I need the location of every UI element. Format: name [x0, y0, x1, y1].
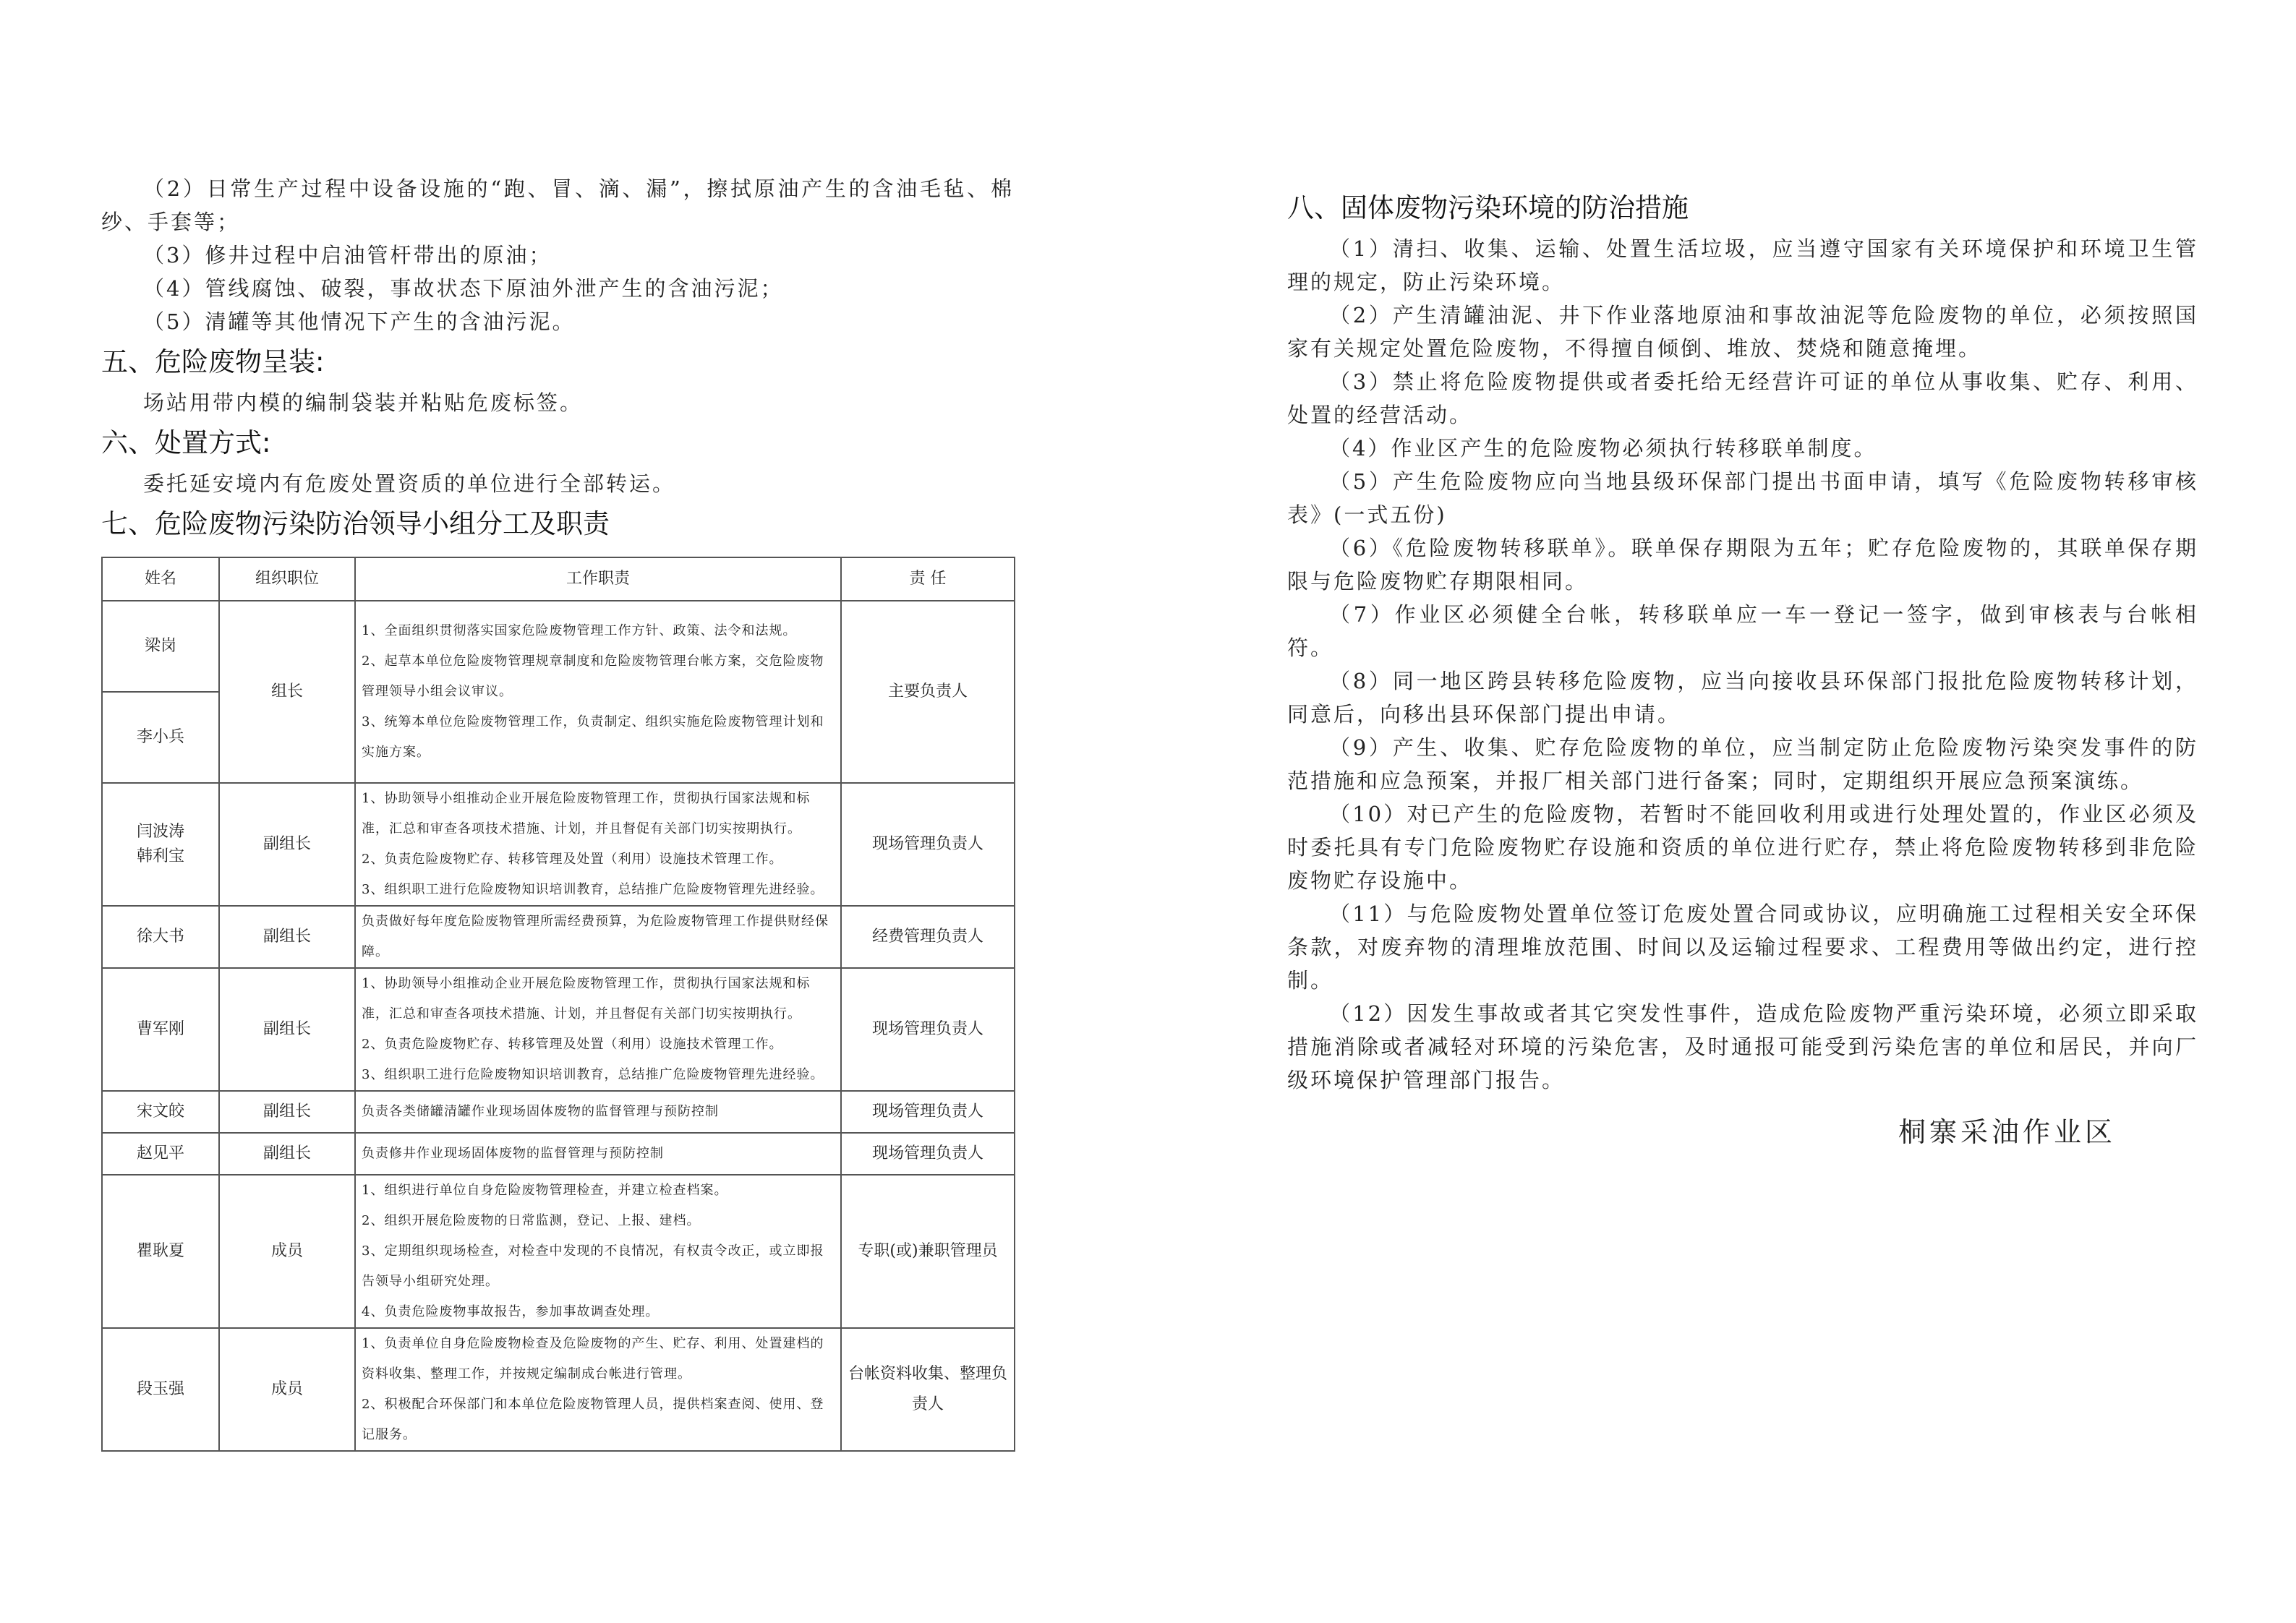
duty-line: 1、组织进行单位自身危险废物管理检查，并建立检查档案。 [362, 1183, 728, 1198]
measure-item: （6）《危险废物转移联单》。联单保存期限为五年；贮存危险废物的，其联单保存期限与危险废物贮存期限相同。 [1287, 536, 2198, 594]
name-cell: 宋文皎 [102, 1091, 219, 1133]
duty-line: 负责做好每年度危险废物管理所需经费预算，为危险废物管理工作提供财经保障。 [362, 914, 829, 959]
duty-line: 3、定期组织现场检查，对检查中发现的不良情况，有权责令改正，或立即报告领导小组研究处理。 [362, 1243, 824, 1289]
table-row [102, 783, 1015, 906]
header-position: 组织职位 [219, 557, 355, 601]
responsibility-cell: 现场管理负责人 [841, 1133, 1015, 1175]
duty-line: 负责修井作业现场固体废物的监督管理与预防控制 [362, 1146, 664, 1161]
name-cell: 李小兵 [102, 692, 219, 783]
responsibility-cell: 现场管理负责人 [841, 968, 1015, 1091]
duties-cell [355, 906, 841, 968]
duty-line: 2、负责危险废物贮存、转移管理及处置（利用）设施技术管理工作。 [362, 852, 783, 867]
position-cell: 成员 [219, 1328, 355, 1451]
position-cell: 副组长 [219, 1091, 355, 1133]
intro-item: （4）管线腐蚀、破裂，事故状态下原油外泄产生的含油污泥； [143, 276, 784, 301]
header-responsibility: 责 任 [841, 557, 1015, 601]
duty-line: 1、全面组织贯彻落实国家危险废物管理工作方针、政策、法令和法规。 [362, 623, 797, 638]
measure-item: （9）产生、收集、贮存危险废物的单位，应当制定防止危险废物污染突发事件的防范措施和应急预案，并报厂相关部门进行备案；同时，定期组织开展应急预案演练。 [1287, 735, 2198, 793]
table-row [102, 1133, 1015, 1175]
responsibility-cell: 经费管理负责人 [841, 906, 1015, 968]
name-cell: 梁岗 [102, 601, 219, 692]
measure-item: （5）产生危险废物应向当地县级环保部门提出书面申请，填写《危险废物转移审核表》(一式五份) [1287, 469, 2198, 527]
intro-item: （2）日常生产过程中设备设施的“跑、冒、滴、漏”，擦拭原油产生的含油毛毡、棉纱、手套等； [101, 176, 1014, 234]
duty-line: 3、组织职工进行危险废物知识培训教育，总结推广危险废物管理先进经验。 [362, 882, 824, 897]
duty-line: 4、负责危险废物事故报告，参加事故调查处理。 [362, 1304, 660, 1319]
responsibility-cell: 主要负责人 [841, 601, 1015, 783]
duty-line: 3、统筹本单位危险废物管理工作，负责制定、组织实施危险废物管理计划和实施方案。 [362, 714, 824, 760]
position-cell: 副组长 [219, 968, 355, 1091]
duty-line: 2、组织开展危险废物的日常监测，登记、上报、建档。 [362, 1213, 701, 1228]
name-cell: 曹军刚 [102, 968, 219, 1091]
signature: 桐寨采油作业区 [1898, 1116, 2117, 1148]
measure-item: （12）因发生事故或者其它突发性事件，造成危险废物严重污染环境，必须立即采取措施消除或者减轻对环境的污染危害，及时通报可能受到污染危害的单位和居民，并向厂级环境保护管理部门报告。 [1287, 1001, 2198, 1092]
table-row [102, 968, 1015, 1091]
measure-item: （7）作业区必须健全台帐，转移联单应一车一登记一签字，做到审核表与台帐相符。 [1287, 602, 2198, 660]
right-column [1287, 184, 2198, 1097]
duty-line: 2、积极配合环保部门和本单位危险废物管理人员，提供档案查阅、使用、登记服务。 [362, 1397, 824, 1442]
name-cell: 赵见平 [102, 1133, 219, 1175]
responsibility-cell: 现场管理负责人 [841, 783, 1015, 906]
left-column [101, 172, 1014, 1452]
measure-item: （1）清扫、收集、运输、处置生活垃圾，应当遵守国家有关环境保护和环境卫生管理的规定，防止污染环境。 [1287, 236, 2198, 294]
name-cell [102, 783, 219, 906]
table-header-row [102, 557, 1015, 601]
position-cell: 成员 [219, 1175, 355, 1328]
section5-title: 五、危险废物呈装: [101, 346, 325, 377]
duties-cell [355, 968, 841, 1091]
table-row [102, 1091, 1015, 1133]
section5-text: 场站用带内模的编制袋装并粘贴危废标签。 [143, 390, 584, 415]
measure-item: （3）禁止将危险废物提供或者委托给无经营许可证的单位从事收集、贮存、利用、处置的经营活动。 [1287, 369, 2198, 427]
duties-cell [355, 1133, 841, 1175]
duties-cell [355, 783, 841, 906]
section8-title: 八、固体废物污染环境的防治措施 [1287, 192, 1689, 223]
header-duties: 工作职责 [355, 557, 841, 601]
duties-cell [355, 1328, 841, 1451]
duties-cell [355, 1175, 841, 1328]
table-row [102, 1175, 1015, 1328]
table-row [102, 906, 1015, 968]
intro-item: （3）修井过程中启油管杆带出的原油； [143, 243, 552, 267]
name-cell: 徐大书 [102, 906, 219, 968]
responsibility-cell: 专职(或)兼职管理员 [841, 1175, 1015, 1328]
responsibility-cell: 现场管理负责人 [841, 1091, 1015, 1133]
duties-cell [355, 601, 841, 783]
measure-item: （11）与危险废物处置单位签订危废处置合同或协议，应明确施工过程相关安全环保条款，对废弃物的清理堆放范围、时间以及运输过程要求、工程费用等做出约定，进行控制。 [1287, 902, 2198, 993]
name-cell: 段玉强 [102, 1328, 219, 1451]
duty-line: 3、组织职工进行危险废物知识培训教育，总结推广危险废物管理先进经验。 [362, 1067, 824, 1082]
table-row [102, 1328, 1015, 1451]
intro-item: （5）清罐等其他情况下产生的含油污泥。 [143, 309, 576, 334]
duty-line: 2、负责危险废物贮存、转移管理及处置（利用）设施技术管理工作。 [362, 1037, 783, 1052]
name: 闫波涛 [136, 823, 184, 841]
measure-item: （2）产生清罐油泥、井下作业落地原油和事故油泥等危险废物的单位，必须按照国家有关规定处置危险废物，不得擅自倾倒、堆放、焚烧和随意掩埋。 [1287, 303, 2198, 361]
measure-item: （8）同一地区跨县转移危险废物，应当向接收县环保部门报批危险废物转移计划，同意后，向移出县环保部门提出申请。 [1287, 669, 2198, 727]
position-cell: 副组长 [219, 906, 355, 968]
position-cell: 副组长 [219, 783, 355, 906]
measure-item: （4）作业区产生的危险废物必须执行转移联单制度。 [1329, 436, 1877, 461]
measure-item: （10）对已产生的危险废物，若暂时不能回收利用或进行处理处置的，作业区必须及时委托具有专门危险废物贮存设施和资质的单位进行贮存，禁止将危险废物转移到非危险废物贮存设施中。 [1287, 802, 2198, 893]
name-cell: 瞿耿夏 [102, 1175, 219, 1328]
header-name: 姓名 [102, 557, 219, 601]
duty-line: 1、协助领导小组推动企业开展危险废物管理工作，贯彻执行国家法规和标准，汇总和审查各项技术措施、计划，并且督促有关部门切实按期执行。 [362, 791, 811, 836]
section6-title: 六、处置方式: [101, 427, 271, 458]
duties-cell [355, 1091, 841, 1133]
duty-table [101, 557, 1015, 1452]
name: 韩利宝 [136, 847, 184, 865]
responsibility-cell: 台帐资料收集、整理负责人 [841, 1328, 1015, 1451]
section6-text: 委托延安境内有危废处置资质的单位进行全部转运。 [143, 471, 676, 496]
position-cell: 副组长 [219, 1133, 355, 1175]
table-row [102, 601, 1015, 692]
duty-line: 2、起草本单位危险废物管理规章制度和危险废物管理台帐方案，交危险废物管理领导小组会议审议。 [362, 654, 824, 699]
position-cell: 组长 [219, 601, 355, 783]
section7-title: 七、危险废物污染防治领导小组分工及职责 [101, 508, 610, 539]
duty-line: 1、负责单位自身危险废物检查及危险废物的产生、贮存、利用、处置建档的资料收集、整理工作，并按规定编制成台帐进行管理。 [362, 1336, 824, 1382]
duty-line: 1、协助领导小组推动企业开展危险废物管理工作，贯彻执行国家法规和标准，汇总和审查各项技术措施、计划，并且督促有关部门切实按期执行。 [362, 976, 811, 1022]
duty-line: 负责各类储罐清罐作业现场固体废物的监督管理与预防控制 [362, 1104, 719, 1119]
